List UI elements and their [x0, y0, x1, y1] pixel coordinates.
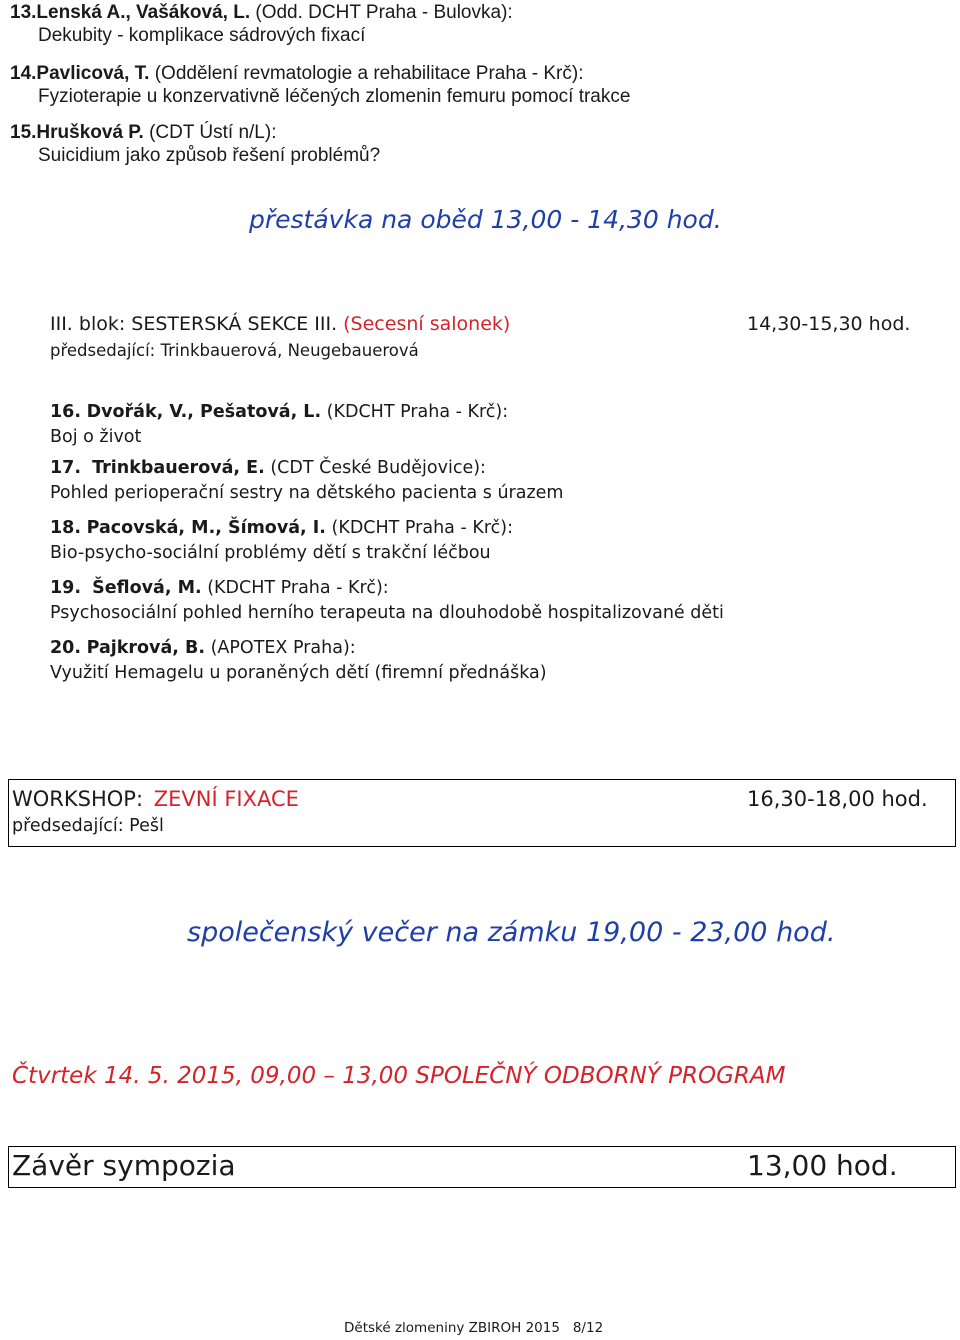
item-authors: Pavlicová, T.	[36, 63, 150, 84]
item-authors: Pacovská, M., Šímová, I.	[86, 518, 326, 538]
item-title: Pohled perioperační sestry na dětského pacienta s úrazem	[50, 483, 564, 503]
item-affiliation: (KDCHT Praha - Krč):	[325, 518, 513, 538]
item-authors: Trinkbauerová, E.	[92, 458, 265, 478]
item-number: 15.	[10, 122, 37, 143]
workshop-topic: ZEVNÍ FIXACE	[153, 787, 299, 811]
workshop-time: 16,30-18,00 hod.	[747, 787, 928, 811]
item-authors: Pajkrová, B.	[86, 638, 205, 658]
thursday-program: Čtvrtek 14. 5. 2015, 09,00 – 13,00 SPOLEČNÝ ODBORNÝ PROGRAM	[12, 1063, 786, 1089]
item-title: Využití Hemagelu u poraněných dětí (firemní přednáška)	[50, 663, 547, 683]
item-affiliation: (CDT České Budějovice):	[264, 458, 486, 478]
workshop-box	[8, 779, 956, 847]
closing-label: Závěr sympozia	[12, 1149, 236, 1182]
item-title: Fyzioterapie u konzervativně léčených zlomenin femuru pomocí trakce	[38, 86, 631, 107]
item-affiliation: (Oddělení revmatologie a rehabilitace Praha - Krč):	[149, 63, 584, 84]
block-time: 14,30-15,30 hod.	[747, 313, 911, 335]
item-title: Psychosociální pohled herního terapeuta na dlouhodobě hospitalizované děti	[50, 603, 724, 623]
item-affiliation: (Odd. DCHT Praha - Bulovka):	[250, 2, 513, 23]
item-affiliation: (CDT Ústí n/L):	[143, 122, 277, 143]
item-affiliation: (KDCHT Praha - Krč):	[201, 578, 389, 598]
item-affiliation: (KDCHT Praha - Krč):	[321, 402, 509, 422]
block-chairs: předsedající: Trinkbauerová, Neugebauerová	[50, 341, 419, 360]
closing-box	[8, 1146, 956, 1188]
social-evening: společenský večer na zámku 19,00 - 23,00 hod.	[187, 917, 836, 948]
item-authors: Hrušková P.	[36, 122, 144, 143]
footer-page-number: 8/12	[572, 1320, 604, 1336]
item-authors: Dvořák, V., Pešatová, L.	[86, 402, 322, 422]
item-number: 16.	[50, 402, 82, 422]
workshop-chair: předsedající: Pešl	[12, 816, 164, 836]
item-authors: Lenská A., Vašáková, L.	[36, 2, 251, 23]
item-title: Bio-psycho-sociální problémy dětí s trakční léčbou	[50, 543, 491, 563]
lunch-break: přestávka na oběd 13,00 - 14,30 hod.	[249, 205, 722, 234]
item-number: 13.	[10, 2, 37, 23]
item-number: 18.	[50, 518, 82, 538]
item-title: Boj o život	[50, 427, 142, 447]
workshop-label: WORKSHOP:	[12, 787, 144, 811]
item-title: Suicidium jako způsob řešení problémů?	[38, 145, 381, 166]
item-number: 20.	[50, 638, 82, 658]
item-title: Dekubity - komplikace sádrových fixací	[38, 25, 366, 46]
item-number: 19.	[50, 578, 82, 598]
block-title: III. blok: SESTERSKÁ SEKCE III.	[50, 313, 338, 335]
footer-title: Dětské zlomeniny ZBIROH 2015	[344, 1320, 560, 1336]
item-authors: Šeflová, M.	[92, 578, 202, 598]
closing-time: 13,00 hod.	[747, 1149, 898, 1182]
item-affiliation: (APOTEX Praha):	[205, 638, 356, 658]
item-number: 14.	[10, 63, 37, 84]
block-room: (Secesní salonek)	[337, 313, 511, 335]
page-footer	[344, 1320, 603, 1336]
item-number: 17.	[50, 458, 82, 478]
